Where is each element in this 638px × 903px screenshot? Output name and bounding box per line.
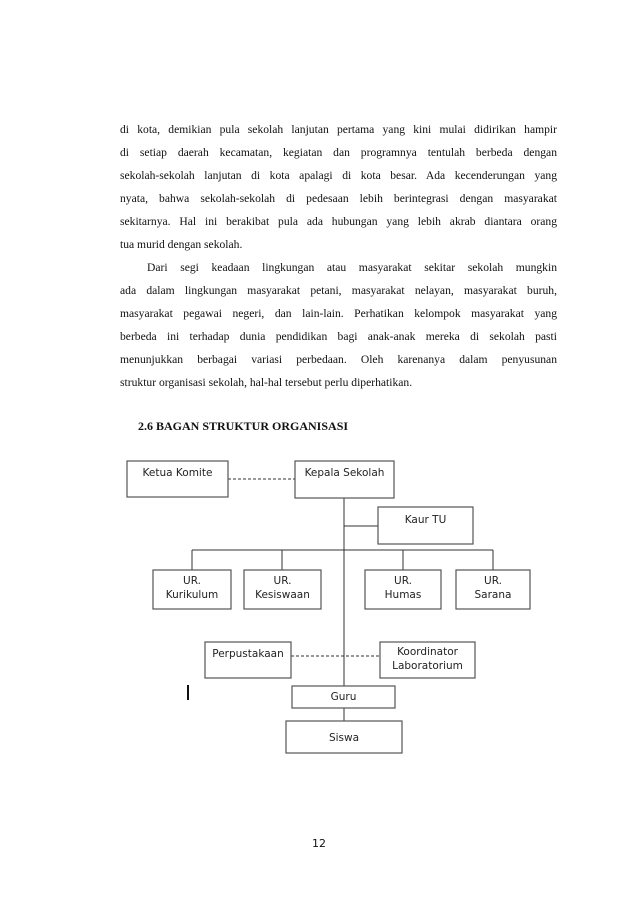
kepala-sekolah-box <box>295 461 394 498</box>
ur-sarana-label-2: Sarana <box>474 589 512 601</box>
ur-kurikulum-label-1: UR. <box>183 575 201 587</box>
koordinator-lab-label-1: Koordinator <box>397 646 458 658</box>
paragraph-2-line: berbeda ini terhadap dunia pendidikan bagi anak-anak mereka di sekolah pasti <box>120 330 557 343</box>
paragraph-2-line: menunjukkan berbagai variasi perbedaan. Oleh karenanya dalam penyusunan <box>120 353 557 366</box>
ur-humas-label-1: UR. <box>394 575 412 587</box>
kepala-sekolah-label: Kepala Sekolah <box>304 467 385 479</box>
page-number: 12 <box>312 837 326 850</box>
siswa-box <box>286 721 402 753</box>
paragraph-1-line: sekolah-sekolah lanjutan di kota apalagi di kota besar. Ada kecenderungan yang <box>120 169 557 182</box>
paragraph-1-line: di setiap daerah kecamatan, kegiatan dan programnya tentulah berbeda dengan <box>120 146 557 159</box>
kaur-tu-box <box>378 507 473 544</box>
paragraph-1-line: sekitarnya. Hal ini berakibat pula ada hubungan yang lebih akrab diantara orang <box>120 215 557 228</box>
koordinator-lab-box <box>380 642 475 678</box>
ur-kesiswaan-box <box>244 570 321 609</box>
ur-humas-label-2: Humas <box>384 589 422 601</box>
paragraph-2-line: masyarakat pegawai negeri, dan lain-lain. Perhatikan kelompok masyarakat yang <box>120 307 557 320</box>
kaur-tu-label: Kaur TU <box>404 514 447 526</box>
paragraph-1-line: di kota, demikian pula sekolah lanjutan pertama yang kini mulai didirikan hampir <box>120 123 557 136</box>
ur-kurikulum-box <box>153 570 231 609</box>
section-heading: 2.6 BAGAN STRUKTUR ORGANISASI <box>138 419 349 433</box>
ur-kesiswaan-label-2: Kesiswaan <box>255 589 310 601</box>
ur-kesiswaan-label-1: UR. <box>273 575 292 587</box>
koordinator-lab-label-2: Laboratorium <box>392 660 463 672</box>
ur-humas-box <box>365 570 441 609</box>
perpustakaan-box <box>205 642 291 678</box>
paragraph-2-line: Dari segi keadaan lingkungan atau masyarakat sekitar sekolah mungkin <box>147 261 557 274</box>
guru-label: Guru <box>330 691 357 703</box>
ur-sarana-box <box>456 570 530 609</box>
text-cursor-mark <box>187 685 189 700</box>
paragraph-1-line: nyata, bahwa sekolah-sekolah di pedesaan lebih berintegrasi dengan masyarakat <box>120 192 557 205</box>
ketua-komite-label: Ketua Komite <box>142 467 213 479</box>
paragraph-2-line: ada dalam lingkungan masyarakat petani, masyarakat nelayan, masyarakat buruh, <box>120 284 557 297</box>
guru-box <box>292 686 395 708</box>
ur-sarana-label-1: UR. <box>484 575 502 587</box>
ur-kurikulum-label-2: Kurikulum <box>165 589 219 601</box>
paragraph-1-line: tua murid dengan sekolah. <box>120 238 243 251</box>
perpustakaan-label: Perpustakaan <box>212 648 284 660</box>
paragraph-2-line: struktur organisasi sekolah, hal-hal tersebut perlu diperhatikan. <box>120 376 413 389</box>
siswa-label: Siswa <box>328 732 360 744</box>
ketua-komite-box <box>127 461 228 497</box>
